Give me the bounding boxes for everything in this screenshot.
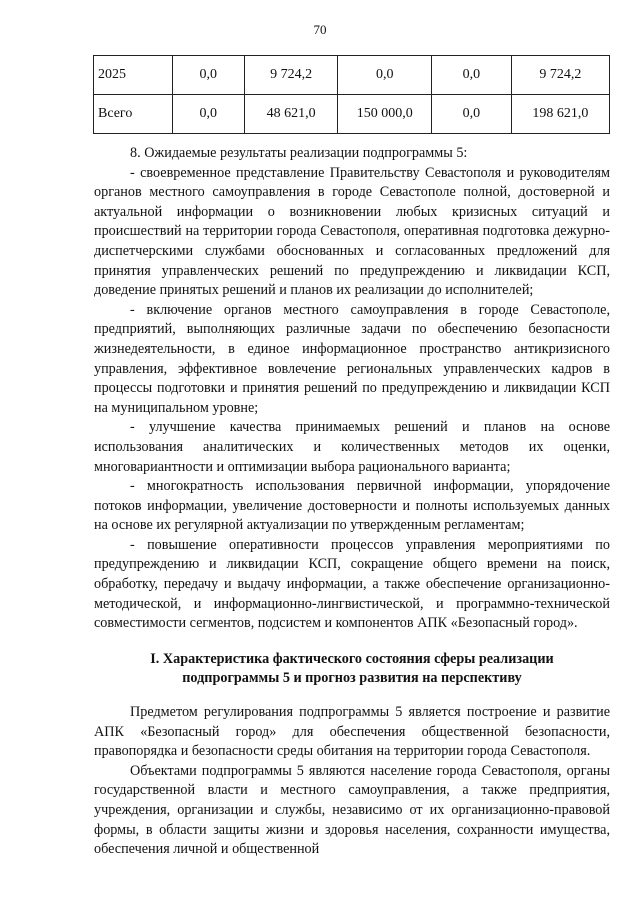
document-body bbox=[94, 144, 610, 860]
section-heading-line: подпрограммы 5 и прогноз развития на перспективу bbox=[182, 670, 522, 687]
result-item: - включение органов местного самоуправления в городе Севастополе, предприятий, выполняющих различные задачи по обеспечению безопасности жизнедеятельности, в единое информационное пространство антикризисного управления, эффективное вовлечение региональных управленческих кадров в процессы подготовки и принятия решений по предупреждению и ликвидации КСП на муниципальном уровне; bbox=[94, 301, 610, 416]
result-item: - улучшение качества принимаемых решений и планов на основе использования аналитических и количественных методов их оценки, многовариантности и оптимизации выбора рационального варианта; bbox=[94, 419, 610, 475]
table-cell: 0,0 bbox=[338, 56, 432, 95]
table-row bbox=[94, 95, 610, 134]
table-cell: 0,0 bbox=[432, 95, 512, 134]
funding-table bbox=[93, 55, 610, 134]
section-heading-line: I. Характеристика фактического состояния сферы реализации bbox=[150, 650, 554, 667]
table-cell: 9 724,2 bbox=[511, 56, 609, 95]
result-item: - повышение оперативности процессов управления мероприятиями по предупреждению и ликвидации КСП, сокращение общего времени на поиск, обработку, передачу и выдачу информации, а также обеспечение организационно-методической, и информационно-лингвистической, и программно-технической совместимости сегментов, подсистем и компонентов АПК «Безопасный город». bbox=[94, 536, 610, 632]
table-cell: 0,0 bbox=[172, 95, 244, 134]
section-8-title: 8. Ожидаемые результаты реализации подпрограммы 5: bbox=[130, 145, 468, 161]
table-cell: 9 724,2 bbox=[244, 56, 338, 95]
body-paragraph: Предметом регулирования подпрограммы 5 является построение и развитие АПК «Безопасный город» для обеспечения общественной безопасности, правопорядка и безопасности среды обитания на территории города Севастополя. bbox=[94, 704, 610, 760]
page-number: 70 bbox=[313, 22, 327, 37]
table-row bbox=[94, 56, 610, 95]
body-paragraph: Объектами подпрограммы 5 являются население города Севастополя, органы государственной власти и местного самоуправления, а также предприятия, учреждения, организации и службы, независимо от их организационно-правовой формы, в области защиты жизни и здоровья населения, сохранности имущества, обеспечения личной и общественной bbox=[94, 762, 610, 858]
table-cell: 0,0 bbox=[432, 56, 512, 95]
table-cell: Всего bbox=[94, 95, 173, 134]
result-item: - своевременное представление Правительству Севастополя и руководителям органов местного самоуправления в городе Севастополе полной, достоверной и актуальной информации о возникновении любых кризисных ситуаций и происшествий на территории города Севастополя, оперативная подготовка дежурно-диспетчерскими службами обоснованных и согласованных предложений для принятия управленческих решений по предупреждению и ликвидации КСП, доведение принятых решений и планов их реализации до исполнителей; bbox=[94, 164, 610, 299]
table-cell: 198 621,0 bbox=[511, 95, 609, 134]
result-item: - многократность использования первичной информации, упорядочение потоков информации, увеличение достоверности и полноты используемых данных на основе их регулярной актуализации по утвержденным регламентам; bbox=[94, 478, 610, 534]
table-cell: 2025 bbox=[94, 56, 173, 95]
section-heading bbox=[94, 650, 610, 689]
table-cell: 48 621,0 bbox=[244, 95, 338, 134]
table-cell: 150 000,0 bbox=[338, 95, 432, 134]
table-cell: 0,0 bbox=[172, 56, 244, 95]
